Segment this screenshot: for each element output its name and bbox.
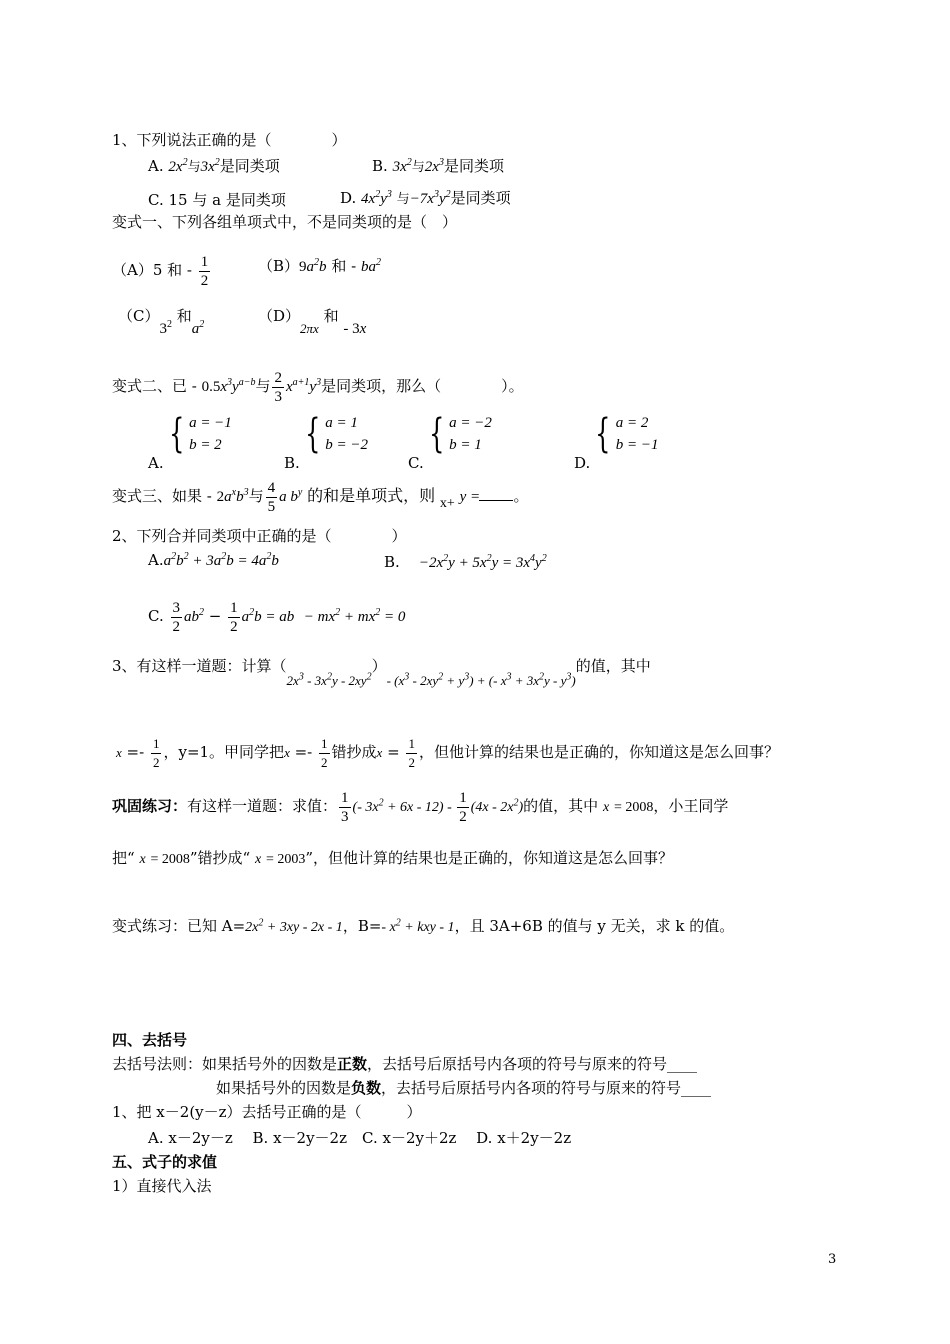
practice-line1: 巩固练习：有这样一道题：求值： $\frac{1}{3}$ (- $3x^2 + 6x - 12$) - $\frac{1}{2}$ $(4x - 2x^2)$的值，其中 x = 2008，小王同学 (112, 789, 729, 825)
sec5-title: 五、式子的求值 (112, 1153, 218, 1171)
variant-practice: 变式练习：已知 $A=2x^2 + 3xy - 2x - 1$，B=- $x^2$ + kxy - 1，且 3A+6B 的值与 y 无关，求 k 的值。 (112, 917, 735, 935)
v3-answer-blank (479, 488, 513, 501)
sec4-title: 四、去括号 (112, 1031, 188, 1049)
q1-option-b: B. $3x^2$与$2x^3$是同类项 (372, 157, 504, 175)
q2-option-a: $A.a^2b^2 + 3a^2b = 4a^2b$ (148, 551, 279, 569)
page-number: 3 (828, 1252, 837, 1267)
practice-line2: 把“ x = 2008”错抄成“ x = 2003”，但他计算的结果也是正确的，你知道这是怎么回事？ (112, 849, 674, 867)
q3-line2: x =- $\frac{1}{2}$ ，y=1。甲同学把x =- $\frac{1}{2}$ 错抄成x = $\frac{1}{2}$ ，但他计算的结果也是正确的，你知道这是怎么回事？ (116, 735, 779, 770)
v1-option-b: $(B)9a^2b$ 和 - $ba^2$ (258, 257, 381, 275)
v2-stem: 变式二、已 - $0.5x^3y^{a-b}$与 $\frac{2}{3}$ $x^{a+1}y^3$是同类项，那么（ ）。 (112, 369, 524, 405)
v3-stem: 变式三、如果 - $2a^xb^3$与 $\frac{4}{5}$ a $b^y$ 的和是单项式，则 x+ y = 。 (112, 479, 529, 515)
q1-option-c: C. 15 与 a 是同类项 (148, 191, 286, 209)
v2-option-c: C.{ a = −2 b = 1 (408, 411, 492, 472)
v2-option-b: B.{ a = 1 b = −2 (284, 411, 368, 472)
q1-stem: 1、下列说法正确的是（ ） (112, 131, 347, 149)
sec5-item1: 1）直接代入法 (112, 1177, 212, 1195)
v2-option-a: A.{ a = −1 b = 2 (148, 411, 232, 472)
sec4-rule2: 如果括号外的因数是负数，去括号后原括号内各项的符号与原来的符号____ (216, 1079, 712, 1097)
q3-stem: 3、有这样一道题：计算$(2x^3 - 3x^2y - 2xy^2)-$ $(x^3 - 2xy^2 + y^3)$ + (- $x^3 + 3x^2y - y^3$)的值，其中 (112, 657, 651, 688)
sec4-q1: 1、把 x－2(y－z）去括号正确的是（ ） (112, 1103, 422, 1121)
v2-option-d: D.{ a = 2 b = −1 (574, 411, 659, 472)
v1-stem: 变式一、下列各组单项式中，不是同类项的是（ ） (112, 213, 458, 231)
q1-option-a: A. $2x^2$与$3x^2$是同类项 (148, 157, 280, 175)
q2-option-b: B. $-2x^2y + 5x^2y = 3x^4y^2$ (384, 553, 547, 571)
v1-option-c: $(C)3^2$ 和$a^2$ (118, 307, 205, 337)
v1-option-d: （D）2πx 和 - 3x (258, 307, 367, 337)
q1-option-d: D. $4x^2y^3$ 与$-7x^3y^2$是同类项 (340, 189, 511, 207)
sec4-q1-options: A. x－2y－z B. x－2y－2z C. x－2y＋2z D. x＋2y－2z (148, 1129, 572, 1147)
v1-option-a: （A）5 和 - $\frac{1}{2}$ (112, 253, 209, 289)
q2-stem: 2、下列合并同类项中正确的是（ ） (112, 527, 407, 545)
sec4-rule1: 去括号法则：如果括号外的因数是正数，去括号后原括号内各项的符号与原来的符号____ (112, 1055, 698, 1073)
q2-option-c: C. $\frac{3}{2}$ $ab^2$ − $\frac{1}{2}$ $a^2b$ = ab − $mx^2 + mx^2 = 0$ (148, 599, 406, 635)
v1-fraction: $\frac{1}{2}$ (200, 253, 209, 289)
